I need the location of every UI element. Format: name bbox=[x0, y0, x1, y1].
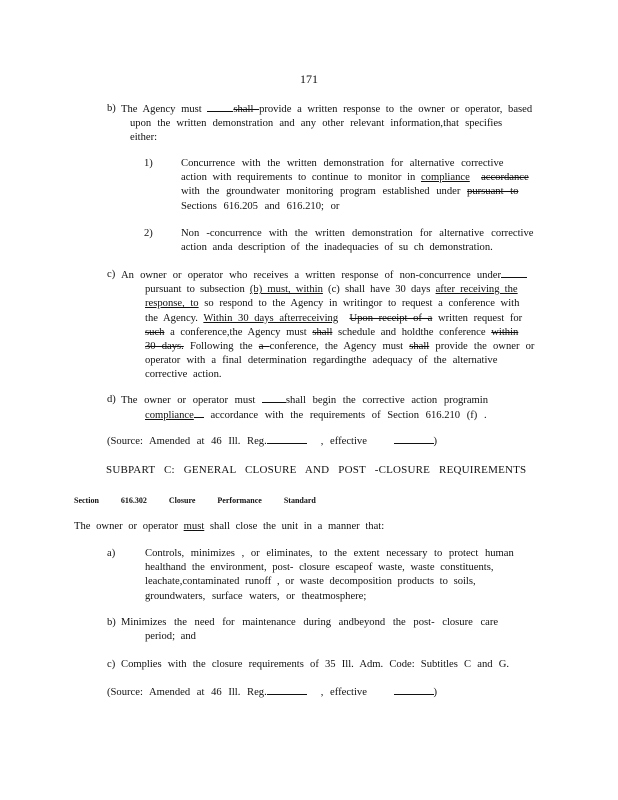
deleted-text: shall bbox=[233, 104, 260, 115]
section-header bbox=[74, 494, 316, 508]
text: schedule and holdthe conference bbox=[332, 326, 492, 338]
text-line: Sections 616.205 and 616.210; or bbox=[181, 200, 340, 212]
text-line: Minimizes the need for maintenance during andbeyond the post- closure care bbox=[121, 617, 499, 628]
page-number: 171 bbox=[300, 72, 318, 86]
text: provide a written response to the owner or operator, based bbox=[259, 104, 533, 115]
text: pursuant to subsection bbox=[145, 284, 250, 296]
paragraph-b bbox=[121, 102, 535, 146]
section-title-word: Standard bbox=[283, 496, 316, 505]
deleted-text: shall bbox=[312, 326, 333, 338]
text: (c) shall have 30 days bbox=[322, 284, 436, 296]
deleted-text: shall bbox=[409, 341, 430, 353]
inserted-text: after receiving the bbox=[435, 284, 518, 296]
text: (Source: Amended at 46 Ill. Reg. bbox=[107, 436, 267, 447]
text: shall begin the corrective action programin bbox=[285, 395, 489, 406]
inserted-text: must bbox=[183, 521, 205, 532]
inserted-text: compliance bbox=[145, 410, 194, 422]
item-label-d: d) bbox=[107, 394, 116, 405]
text: An owner or operator who receives a written response of non-concurrence under bbox=[121, 270, 502, 281]
inserted-text: compliance bbox=[420, 172, 470, 184]
text: written request for bbox=[432, 312, 523, 324]
text-line: groundwaters, surface waters, or theatmosphere; bbox=[145, 590, 367, 602]
paragraph-a bbox=[145, 547, 515, 604]
source-note bbox=[107, 685, 437, 700]
text-line: period; and bbox=[145, 631, 196, 643]
text: The Agency must bbox=[121, 104, 208, 115]
text-line: upon the written demonstration and any other relevant information,that specifies bbox=[130, 118, 503, 130]
deleted-text: Upon receipt of a bbox=[349, 312, 433, 324]
paragraph-b1 bbox=[181, 157, 533, 214]
text: the Agency. bbox=[145, 312, 204, 324]
source-note bbox=[107, 434, 437, 449]
section-word: Section bbox=[74, 496, 99, 505]
paragraph-b2 bbox=[181, 227, 533, 255]
item-label-c-closure: c) bbox=[107, 659, 116, 670]
text-line: Complies with the closure requirements of 35 Ill. Adm. Code: Subtitles C and G. bbox=[121, 659, 509, 670]
paragraph-d bbox=[121, 393, 535, 423]
text: Following the bbox=[183, 341, 259, 353]
blank-line bbox=[207, 102, 233, 112]
text-line: leachate,contaminated runoff , or waste decomposition products to soils, bbox=[145, 576, 476, 588]
text: (Source: Amended at 46 Ill. Reg. bbox=[107, 687, 267, 698]
blank-line bbox=[267, 434, 307, 444]
text: action with requirements to continue to monitor in bbox=[181, 172, 421, 184]
paragraph-b-closure bbox=[121, 616, 521, 644]
blank-line bbox=[501, 268, 527, 278]
text: The owner or operator must bbox=[121, 395, 262, 406]
text-line: operator with a final determination regardingthe adequacy of the alternative bbox=[145, 355, 498, 367]
text: The owner or operator bbox=[74, 521, 184, 532]
text: so respond to the Agency in writingor to request a conference with bbox=[198, 298, 520, 310]
text: provide the owner or bbox=[429, 341, 535, 353]
text: a conference,the Agency must bbox=[164, 326, 313, 338]
deleted-text: within bbox=[491, 326, 519, 338]
paragraph-c bbox=[121, 268, 541, 383]
text: ) bbox=[433, 436, 438, 447]
text: with the groundwater monitoring program established under bbox=[181, 186, 468, 198]
blank-line bbox=[394, 434, 434, 444]
item-label-b: b) bbox=[107, 103, 116, 114]
text: conference, the Agency must bbox=[269, 341, 410, 353]
deleted-text: pursuant to bbox=[467, 186, 519, 198]
text-line: Non -concurrence with the written demonstration for alternative corrective bbox=[181, 228, 534, 239]
item-label-b-closure: b) bbox=[107, 617, 116, 628]
inserted-text: response, to bbox=[145, 298, 199, 310]
inserted-text: Within 30 days afterreceiving bbox=[203, 312, 339, 324]
inserted-text: (b) must, within bbox=[249, 284, 323, 296]
item-label-a: a) bbox=[107, 548, 116, 559]
blank-line bbox=[267, 685, 307, 695]
item-label-c: c) bbox=[107, 269, 116, 280]
text-line: action anda description of the inadequacies of su ch demonstration. bbox=[181, 242, 493, 254]
text: , effective bbox=[320, 436, 367, 447]
section-title-word: Closure bbox=[168, 496, 196, 505]
text: ) bbox=[433, 687, 438, 698]
subpart-title: SUBPART C: GENERAL CLOSURE AND POST -CLOSURE REQUIREMENTS bbox=[106, 464, 527, 476]
blank-line bbox=[262, 393, 286, 403]
text-line: corrective action. bbox=[145, 369, 222, 381]
item-label-b1: 1) bbox=[144, 158, 153, 169]
text-line: Concurrence with the written demonstration for alternative corrective bbox=[181, 158, 504, 169]
paragraph-c-closure bbox=[121, 658, 521, 672]
text: accordance with the requirements of Section 616.210 (f) . bbox=[203, 410, 487, 422]
blank-line bbox=[194, 408, 204, 418]
item-label-b2: 2) bbox=[144, 228, 153, 239]
text: shall close the unit in a manner that: bbox=[204, 521, 385, 532]
deleted-text: such bbox=[145, 326, 165, 338]
blank-line bbox=[394, 685, 434, 695]
section-number: 616.302 bbox=[120, 496, 147, 505]
deleted-text: a bbox=[258, 341, 270, 353]
text: , effective bbox=[320, 687, 367, 698]
text-line: healthand the environment, post- closure escapeof waste, waste constituents, bbox=[145, 562, 494, 574]
section-title-word: Performance bbox=[217, 496, 262, 505]
intro-line bbox=[74, 520, 384, 534]
deleted-text: accordance bbox=[481, 172, 529, 184]
text-line: Controls, minimizes , or eliminates, to the extent necessary to protect human bbox=[145, 548, 514, 559]
text-line: either: bbox=[130, 132, 158, 144]
deleted-text: 30 days. bbox=[145, 341, 184, 353]
